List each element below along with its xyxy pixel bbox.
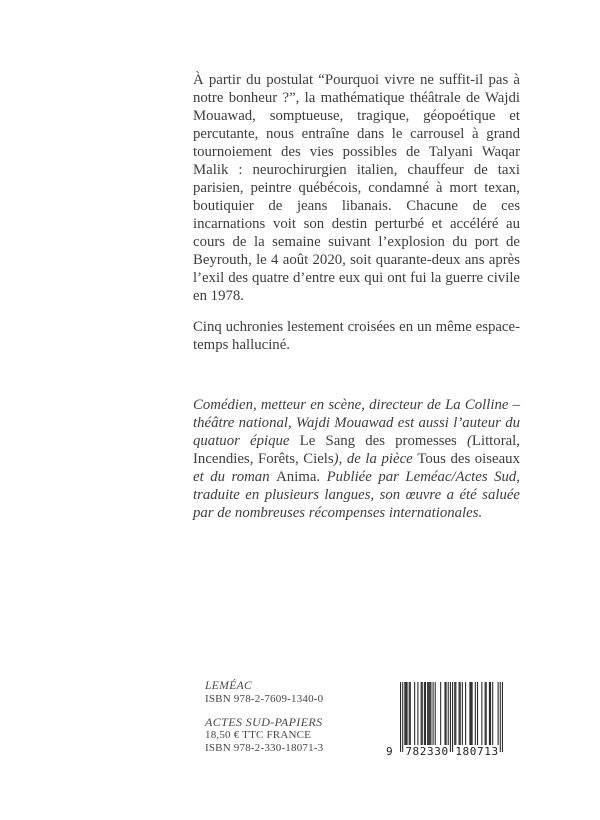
publisher-lemeac-name: LEMÉAC bbox=[205, 680, 253, 692]
bio-segment-8: Publiée par Leméac/Actes Sud, traduite en plusieurs langues, son œuvre a été saluée par de nombreuses récompenses internationales. bbox=[193, 469, 520, 521]
bio-segment-3: Littoral, Incendies, Forêts, Ciels bbox=[193, 433, 520, 467]
barcode-digit-group-1: 782330 bbox=[405, 745, 449, 758]
bio-segment-4: ), de la pièce bbox=[333, 451, 418, 467]
publisher-lemeac-isbn: ISBN 978-2-7609-1340-0 bbox=[205, 693, 324, 705]
bio-segment-1: Le Sang des promesses bbox=[299, 433, 467, 449]
author-bio bbox=[193, 396, 520, 522]
barcode-number bbox=[384, 745, 509, 759]
price-label: 18,50 € TTC FRANCE bbox=[205, 728, 312, 741]
barcode-bars bbox=[400, 682, 503, 752]
bio-segment-0: Comédien, metteur en scène, directeur de La Colline – théâtre national, Wajdi Mouawad est aussi l’auteur du quatuor épique bbox=[193, 397, 520, 449]
barcode bbox=[384, 682, 509, 760]
synopsis-paragraph-2: Cinq uchronies lestement croisées en un même espace-temps halluciné. bbox=[193, 319, 520, 353]
publisher-actes-sud-name: ACTES SUD-PAPIERS bbox=[205, 714, 323, 729]
barcode-digit-group-0: 9 bbox=[386, 745, 393, 758]
publisher-actes-sud-isbn: ISBN 978-2-330-18071-3 bbox=[205, 742, 324, 754]
back-cover-text-column bbox=[193, 71, 520, 522]
bio-segment-2: ( bbox=[466, 433, 472, 449]
bio-segment-7: Anima. bbox=[276, 469, 327, 485]
bio-segment-5: Tous des oiseaux bbox=[417, 451, 520, 467]
publisher-block bbox=[205, 679, 323, 756]
synopsis-paragraph-1: À partir du postulat “Pourquoi vivre ne suffit-il pas à notre bonheur ?”, la mathématique théâtrale de Wajdi Mouawad, somptueuse, tragique, géopoétique et percutante, nous entraîne dans le carrousel à grand tournoiement des vies possibles de Talyani Waqar Malik : neurochirurgien italien, chauffeur de taxi parisien, peintre québécois, condamné à mort texan, boutiquier de jeans libanais. Chacune de ces incarnations voit son destin perturbé et accéléré au cours de la semaine suivant l’explosion du port de Beyrouth, le 4 août 2020, soit quarante-deux ans après l’exil des quatre d’entre eux qui ont fui la guerre civile en 1978. bbox=[193, 72, 520, 304]
bio-segment-6: et du roman bbox=[193, 469, 277, 485]
barcode-digit-group-2: 180713 bbox=[455, 745, 499, 758]
